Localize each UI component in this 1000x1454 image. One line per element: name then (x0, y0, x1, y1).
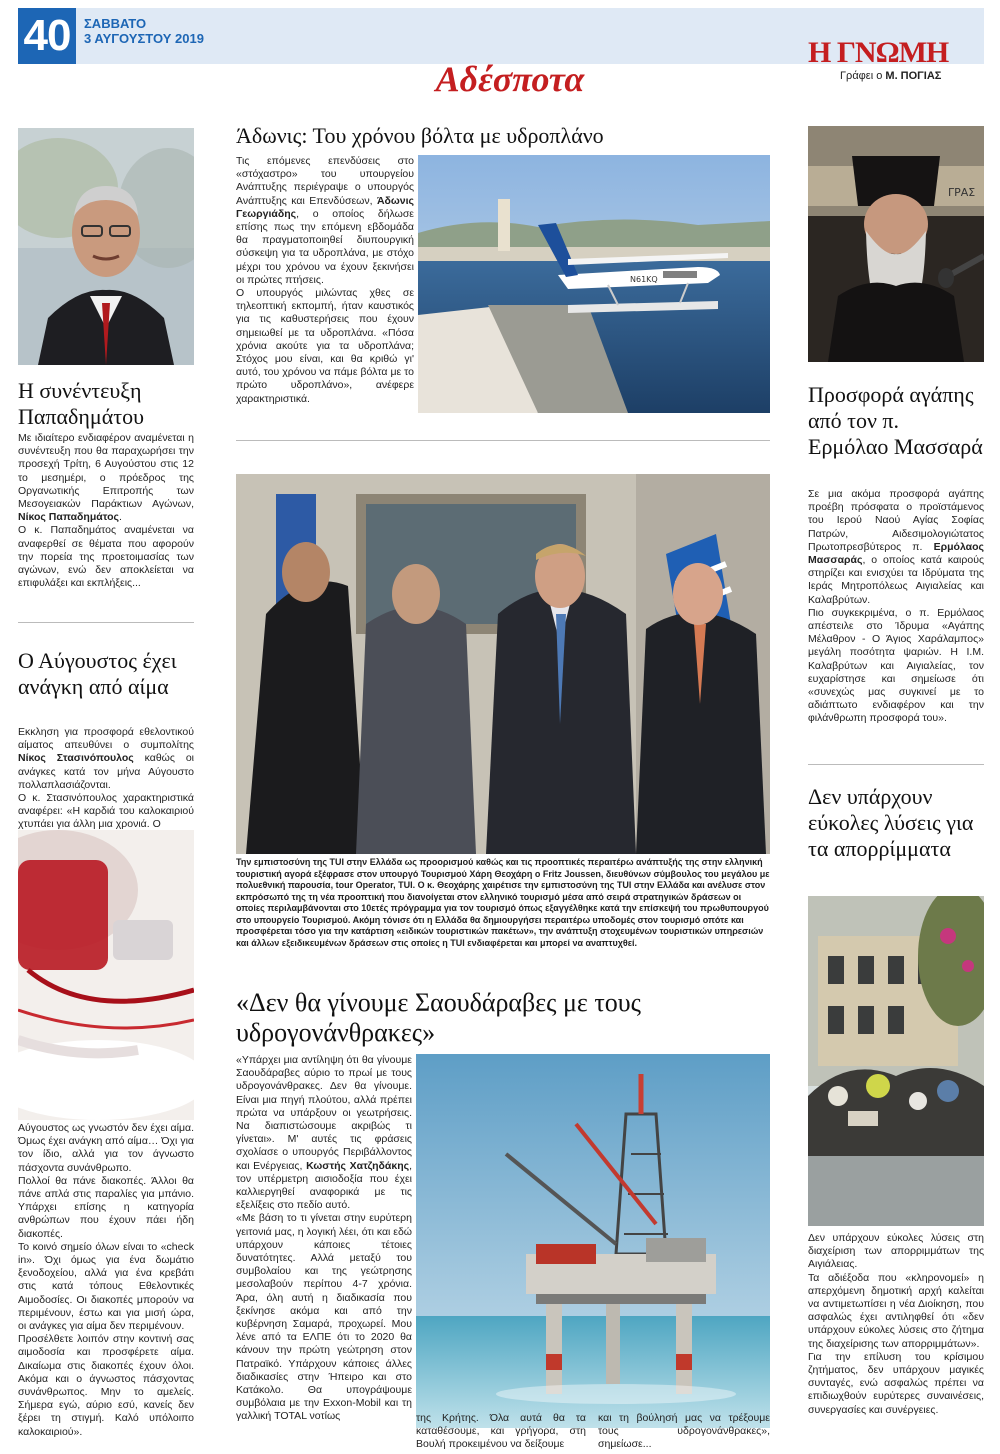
byline: Γράφει ο Μ. ΠΟΓΙΑΣ (840, 70, 942, 82)
seaplane-photo (418, 155, 770, 413)
story-body-seaplane: Τις επόμενες επενδύσεις στο «στόχαστρο» του υπουργείου Ανάπτυξης περιέγραψε ο υπουργός Ανάπτυξης και Επενδύσεων, Άδωνις Γεωργιάδης, ο οποίος δήλωσε επίσης πως την επόμενη εβδομάδα θα πραγματοποιηθεί διυπουργική σύσκεψη για τα υδροπλάνα, με στόχο μέχρι του χρόνου να έχουν ξεκινήσει οι πρώτες πτήσεις. Ο υπουργός μιλώντας χθες σε τηλεοπτική εκπομπή, ήταν καυστικός για τις καθυστερήσεις που έχουν σημειωθεί με τα υδροπλάνα. «Πόσα χρόνια ακούτε για τα υδροπλάνα; Στόχος μου είναι, και θα κριθώ γι' αυτό, του χρόνου να πάμε βόλτα με το πρώτο υδροπλάνο», ανέφερε χαρακτηριστικά. (236, 155, 414, 405)
photo-caption: Την εμπιστοσύνη της TUI στην Ελλάδα ως προορισμού καθώς και τις προοπτικές περαιτέρω ανάπτυξής της στην ελληνική τουριστική αγορά εξέφρασε στον υπουργό Τουρισμού Χάρη Θεοχάρη ο Fritz Joussen, διευθύνων σύμβουλος του μεγάλου με πολυεθνική παρουσία, tour Operator, TUI. Ο κ. Θεοχάρης χαιρέτισε την εμπιστοσύνη της TUI στην Ελλάδα και ανέλυσε στον εκπρόσωπό της τη νέα προοπτική που διανοίγεται στον ελληνικό τουρισμό μέσα από σειρά στρατηγικών δράσεων οι οποίες περιλαμβάνονται στο 10ετές πρόγραμμα για τον τουρισμό όπως εξαγγέλθηκε κατά την επίσκεψή του πρωθυπουργού στο υπουργείο Τουρισμού. Ακόμη τόνισε ότι η Ελλάδα θα δημιουργήσει περαιτέρω υποδομές στον τουρισμό οπότε και προσφέρεται τόσο για την κατάρτιση «ειδικών τουριστικών πακέτων», την ανάπτυξη στοχευμένων τουριστικών υπηρεσιών και άλλων εξειδικευμένων δράσεων στις οποίες η TUI ενδιαφέρεται και μπορεί να αναπτυχθεί. (236, 857, 770, 948)
papadimatos-photo (18, 128, 194, 365)
person-name: Κωστής Χατζηδάκης (306, 1159, 410, 1172)
dateline (84, 16, 204, 46)
day: ΣΑΒΒΑΤΟ (84, 16, 147, 31)
section-title: Αδέσποτα (435, 59, 585, 99)
story-body-blood-intro: Εκκληση για προσφορά εθελοντικού αίματος απευθύνει ο συμπολίτης Νίκος Στασινόπουλος καθώς οι ανάγκες κατά τον μήνα Αύγουστο πολλαπλασιάζονται. Ο κ. Στασινόπουλος χαρακτηριστικά αναφέρει: «Η καρδιά του καλοκαιριού χτυπάει για άλλη μια χρονιά. Ο (18, 726, 195, 831)
story-title-massaras: Προσφορά αγάπης από τον π. Ερμόλαο Μασσαρά (808, 382, 983, 459)
person-name: Νίκος Στασινόπουλος (18, 752, 134, 765)
newspaper-logo: Η ΓΝΩΜΗ (808, 36, 949, 69)
story-body-garbage: Δεν υπάρχουν εύκολες λύσεις στη διαχείριση των απορριμμάτων της Αιγιάλειας. Τα αδιέξοδα που «κληρονομεί» η απερχόμενη δημοτική αρχή καλείται να αντιμετωπίσει η νέα Διοίκηση, που ασφαλώς έχει αντιληφθεί ότι «δεν υπάρχουν εύκολες λύσεις στο ζήτημα της διαχείρισης των απορριμμάτων». Για την επίλυση του κρίσιμου ζητήματος, δεν υπάρχουν μαγικές συνταγές, ενώ ασφαλώς πρέπει να επιδιωχθούν ευρύτερες συναινέσεις, συνεργασίες και συνέργειες. (808, 1232, 984, 1416)
column-divider (808, 764, 984, 765)
person-name: Νίκος Παπαδημάτος (18, 511, 119, 524)
date: 3 ΑΥΓΟΥΣΤΟΥ 2019 (84, 31, 204, 46)
story-title-blood: Ο Αύγουστος έχει ανάγκη από αίμα (18, 648, 177, 699)
story-body-massaras: Σε μια ακόμα προσφορά αγάπης προέβη πρόσφατα ο προϊστάμενος του Ιερού Ναού Αγίας Σοφίας Πατρών, Αιδεσιμολογιώτατος Πρωτοπρεσβύτερος π. Ερμόλαος Μασσαράς, ο οποίος κατά καιρούς στηρίζει και ενισχύει τα Ιδρύματα της Ιεράς Μητροπόλεως Αιγιαλείας και Καλαβρύτων. Πιο συγκεκριμένα, ο π. Ερμόλαος απέστειλε στο Ίδρυμα «Αγάπης Μέλαθρον - Ο Άγιος Χαράλαμπος» μεγάλη ποσότητα ψαριών. Η Ι.Μ. Καλαβρύτων και Αιγιαλείας, τον ευχαρίστησε και σημείωσε ότι «συνεχώς μας συγκινεί με το αδιάπτωτο ενδιαφέρον και την φιλάνθρωπη προσφορά του». (808, 488, 984, 725)
story-body-hydrocarbons: «Υπάρχει μια αντίληψη ότι θα γίνουμε Σαουδάραβες αύριο το πρωί με τους υδρογονάνθρακες. Δεν θα γίνουμε. Είναι μια πηγή πλούτου, αλλά πρέπει πρώτα να υπάρξουν οι γεωτρήσεις. Να διαπιστώσουμε ακριβώς τι γίνεται». Μ' αυτές τις φράσεις σχολίασε ο υπουργός Περιβάλλοντος και Ενέργειας, Κωστής Χατζηδάκης, τον υπέρμετρη αισιοδοξία που έχει καλλιεργηθεί αναφορικά με τις εξελίξεις στο πεδίο αυτό. «Με βάση το τι γίνεται στην ευρύτερη γειτονιά μας, η λογική λέει, ότι και εδώ υπάρχουν κάποιες τέτοιες δυνατότητες. Αλλά μεταξύ του συμβολαίου και της γεώτρησης μεσολαβούν περίπου 4-7 χρόνια. Άρα, όλη αυτή η διαδικασία που ξεκίνησε ακόμα και από την κυβέρνηση Σαμαρά, προχωρεί. Μου λένε από τα ΕΛΠΕ ότι το 2020 θα κάνουν την πρώτη γεώτρηση στον Πατραϊκό. Υπάρχουν κάποιες άλλες διαδικασίες στην Ήπειρο και στο Κατάκολο. Θα υπογράψουμε συμβόλαια με την Exxon-Mobil και τη γαλλική TOTAL νοτίως (236, 1054, 412, 1423)
byline-author: Μ. ΠΟΓΙΑΣ (885, 70, 942, 82)
column-divider (18, 622, 194, 623)
priest-photo (808, 126, 984, 362)
blood-donation-photo (18, 830, 194, 1120)
oil-rig-photo (416, 1054, 770, 1428)
story-body-hydrocarbons-col2: της Κρήτης. Όλα αυτά θα τα καταθέσουμε, και γρήγορα, στη Βουλή προκειμένου να δείξουμε (416, 1412, 586, 1451)
person-name: Άδωνις Γεωργιάδης (236, 194, 414, 220)
garbage-photo (808, 896, 984, 1226)
page-number: 40 (18, 8, 76, 64)
story-title-seaplane: Άδωνις: Του χρόνου βόλτα με υδροπλάνο (236, 123, 604, 148)
aircraft-registration: N61KQ (630, 275, 658, 284)
svg-text:ΓΡΑΣ: ΓΡΑΣ (948, 186, 976, 199)
story-body-papadimatos: Με ιδιαίτερο ενδιαφέρον αναμένεται η συνέντευξη που θα παραχωρήσει την προσεχή Τρίτη, 6 Αυγούστου στις 12 το μεσημέρι, ο πρόεδρος της Οργανωτικής Επιτροπής των Μεσογειακών Παράκτιων Αγώνων, Νίκος Παπαδημάτος. Ο κ. Παπαδημάτος αναμένεται να αναφερθεί σε θέματα που αφορούν την πορεία της προετοιμασίας των αγώνων, ενώ δεν αποκλείεται να επιφυλάξει και εκπλήξεις... (18, 432, 194, 590)
tui-meeting-photo (236, 474, 770, 854)
person-name: Ερμόλαος Μασσαράς (808, 540, 984, 567)
story-title-garbage: Δεν υπάρχουν εύκολες λύσεις για τα απορρίμματα (808, 784, 974, 861)
story-body-hydrocarbons-col3: και τη βούλησή μας να τρέξουμε τους υδρογονάνθρακες», σημείωσε... (598, 1412, 770, 1451)
story-title-hydrocarbons: «Δεν θα γίνουμε Σαουδάραβες με τους υδρογονάνθρακες» (236, 988, 641, 1047)
section-divider (236, 440, 770, 441)
story-title-papadimatos: Η συνέντευξη Παπαδημάτου (18, 378, 144, 429)
story-body-blood-rest: Αύγουστος ως γνωστόν δεν έχει αίμα. Όμως έχει ανάγκη από αίμα… Όχι για τον ίδιο, αλλά για τον άγνωστο πάσχοντα συνάνθρωπο. Πολλοί θα πάνε διακοπές. Άλλοι θα πάνε απλά στις παραλίες για μπάνιο. Υπάρχει επίσης η κατηγορία ανθρώπων που έχουν πάει ήδη διακοπές. Το κοινό σημείο όλων είναι το «check in». Όχι όμως για ένα δωμάτιο ξενοδοχείου, αλλά για ένα κρεβάτι στις κατά τόπους Εθελοντικές Αιμοδοσίες. Οι διακοπές μπορούν να περιμένουν, έστω και για μισή ώρα, οι ανάγκες για αίμα δεν περιμένουν. Προσέλθετε λοιπόν στην κοντινή σας αιμοδοσία και προσφέρετε αίμα. Δικαίωμα στις διακοπές έχουν όλοι. Ακόμα και ο άγνωστος πάσχοντας συνάνθρωπος. Μην το αμελείς. Σήμερα εγώ, αύριο εσύ, κανείς δεν ξέρει τη στιγμή. Καλό υπόλοιπο καλοκαιριού». (18, 1122, 194, 1438)
